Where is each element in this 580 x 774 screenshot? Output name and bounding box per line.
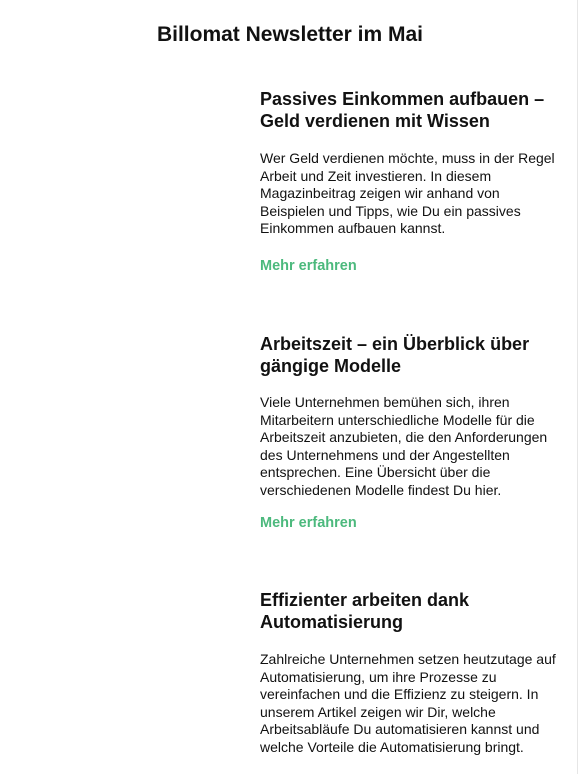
content-border: [577, 0, 578, 774]
newsletter-title: Billomat Newsletter im Mai: [156, 23, 424, 46]
article-body: Wer Geld verdienen möchte, muss in der Regel Arbeit und Zeit investieren. In diesem Magazinbeitrag zeigen wir anhand von Beispielen und Tipps, wie Du ein passives Einkommen aufbauen kannst.: [260, 150, 555, 236]
article-automation: [260, 589, 560, 756]
more-link[interactable]: Mehr erfahren: [260, 257, 357, 274]
article-heading: Effizienter arbeiten dank Automatisierung: [260, 590, 470, 632]
article-working-time: [260, 333, 560, 532]
article-heading: Arbeitszeit – ein Überblick über gängige Modelle: [260, 334, 530, 376]
article-body: Viele Unternehmen bemühen sich, ihren Mitarbeitern unterschiedliche Modelle für die Arbeitszeit anzubieten, die den Anforderungen des Unternehmens und der Angestellten entsprechen. Eine Übersicht über die verschiedenen Modelle findest Du hier.: [260, 394, 548, 498]
more-link[interactable]: Mehr erfahren: [260, 515, 357, 531]
article-passive-income: [260, 88, 560, 275]
article-heading: Passives Einkommen aufbauen – Geld verdienen mit Wissen: [260, 89, 545, 131]
article-body: Zahlreiche Unternehmen setzen heutzutage auf Automatisierung, um ihre Prozesse zu vereinfachen und die Effizienz zu steigern. In unserem Artikel zeigen wir Dir, welche Arbeitsabläufe Du automatisieren kannst und welche Vorteile die Automatisierung bringt.: [260, 651, 556, 755]
